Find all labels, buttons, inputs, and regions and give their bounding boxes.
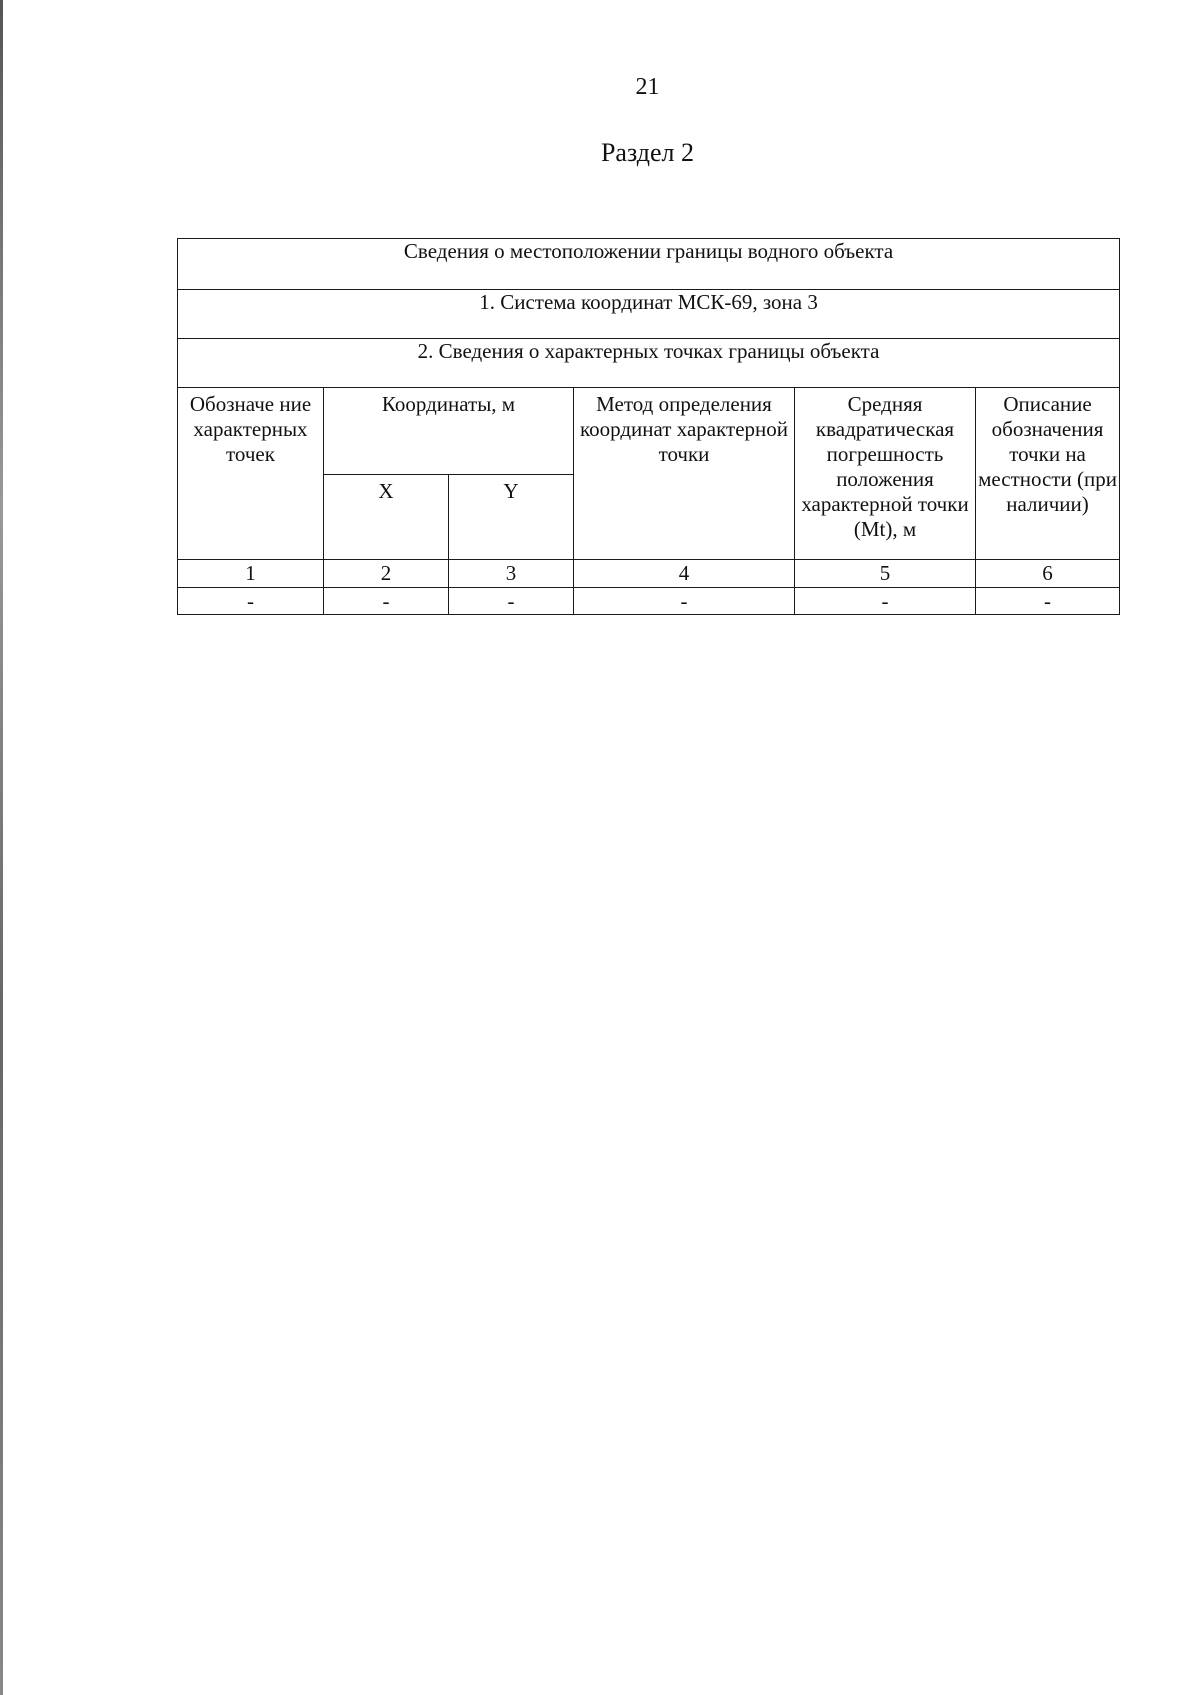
- column-number: 2: [324, 560, 449, 588]
- page-number: 21: [635, 74, 660, 100]
- scan-edge: [0, 0, 3, 1695]
- coordinate-system-line: 1. Система координат МСК-69, зона 3: [178, 290, 1120, 339]
- column-number: 4: [574, 560, 795, 588]
- column-number: 5: [795, 560, 976, 588]
- header-description: Описание обозначения точки на местности (при наличии): [976, 388, 1120, 560]
- header-error: Средняя квадратическая погрешность положения характерной точки (Mt), м: [795, 388, 976, 560]
- table-cell: -: [178, 588, 324, 615]
- table-cell: -: [976, 588, 1120, 615]
- column-numbers-row: [178, 560, 1120, 588]
- column-number: 3: [449, 560, 574, 588]
- table-row: [178, 588, 1120, 615]
- table-cell: -: [449, 588, 574, 615]
- table-cell: -: [795, 588, 976, 615]
- header-y: Y: [449, 475, 574, 560]
- boundary-table: [177, 238, 1120, 615]
- points-title-line: 2. Сведения о характерных точках границы объекта: [178, 339, 1120, 388]
- header-coordinates: Координаты, м: [324, 388, 574, 475]
- section-title: Раздел 2: [600, 138, 695, 167]
- table-cell: -: [324, 588, 449, 615]
- header-method: Метод определения координат характерной точки: [574, 388, 795, 560]
- header-designation: Обозначе ние характерных точек: [178, 388, 324, 560]
- header-x: X: [324, 475, 449, 560]
- column-number: 6: [976, 560, 1120, 588]
- table-caption: Сведения о местоположении границы водного объекта: [178, 239, 1120, 290]
- table-cell: -: [574, 588, 795, 615]
- column-number: 1: [178, 560, 324, 588]
